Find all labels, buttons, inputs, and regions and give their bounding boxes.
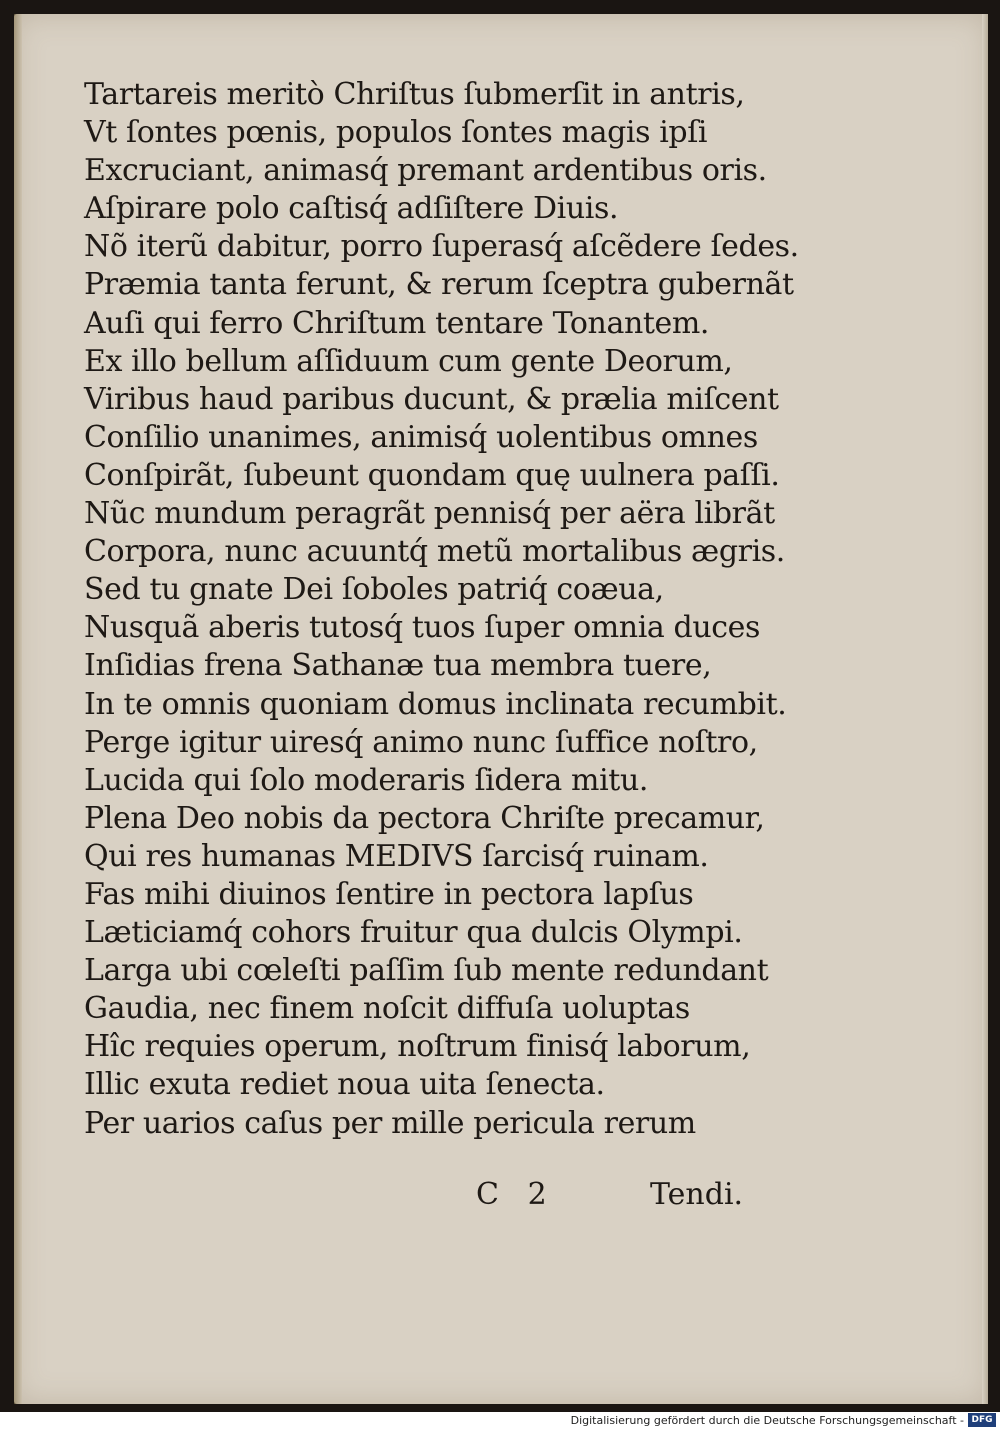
verse-line: Sed tu gnate Dei ſoboles patriq́ coæua,: [84, 572, 664, 608]
verse-line: Conſpirãt, ſubeunt quondam quę uulnera paſſi.: [84, 457, 780, 493]
verse-line: Nusquã aberis tutosq́ tuos ſuper omnia duces: [84, 610, 761, 646]
verse-line: Qui res humanas MEDIVS ſarcisq́ ruinam.: [84, 838, 709, 874]
verse-line: Nõ iterũ dabitur, porro ſuperasq́ aſcẽdere ſedes.: [84, 229, 799, 265]
verse-line: Auſi qui ferro Chriſtum tentare Tonantem.: [84, 305, 710, 341]
verse-line: Per uarios caſus per mille pericula rerum: [84, 1105, 696, 1141]
verse-line: Gaudia, nec finem noſcit diffuſa uoluptas: [84, 991, 690, 1027]
funding-note: Digitalisierung gefördert durch die Deutsche Forschungsgemeinschaft -: [570, 1414, 964, 1427]
verse-line: Præmia tanta ferunt, & rerum ſceptra gubernãt: [84, 267, 794, 303]
verse-line: Læticiamq́ cohors fruitur qua dulcis Olympi.: [84, 915, 743, 951]
verse-line: Tartareis meritò Chriſtus ſubmerſit in antris,: [84, 77, 745, 112]
verse-line: Excruciant, animasq́ premant ardentibus oris.: [84, 153, 767, 189]
verse-line: Vt ſontes pœnis, populos ſontes magis ipſi: [84, 115, 708, 151]
verse-line: Ex illo bellum aſſiduum cum gente Deorum,: [84, 343, 733, 379]
page-spine-edge: [14, 14, 22, 1404]
verse-line: In te omnis quoniam domus inclinata recumbit.: [84, 686, 787, 722]
verse-line: Corpora, nunc acuuntq́ metũ mortalibus ægris.: [84, 534, 785, 570]
verse-line: Perge igitur uiresq́ animo nunc ſuffice noſtro,: [84, 724, 758, 760]
page-right-edge: [982, 14, 988, 1404]
verse-line: Larga ubi cœleſti paſſim ſub mente redundant: [84, 953, 769, 989]
book-page: [14, 14, 988, 1404]
verse-line: Conſilio unanimes, animisq́ uolentibus omnes: [84, 419, 758, 455]
verse-line: Hîc requies operum, noſtrum finisq́ laborum,: [84, 1029, 751, 1065]
page-footer-line: [84, 1177, 784, 1217]
verse-line: Aſpirare polo caſtisq́ adſiſtere Diuis.: [84, 191, 619, 227]
verse-line: Inſidias frena Sathanæ tua membra tuere,: [84, 648, 712, 684]
verse-line: Lucida qui ſolo moderaris ſidera mitu.: [84, 762, 649, 798]
signature-mark: C 2: [476, 1177, 547, 1212]
verse-line: Plena Deo nobis da pectora Chriſte precamur,: [84, 800, 765, 836]
verse-line: Nũc mundum peragrãt pennisq́ per aëra librãt: [84, 496, 775, 532]
dfg-logo: DFG: [968, 1413, 996, 1427]
verse-text-block: [84, 76, 799, 1143]
catchword: Tendi.: [650, 1177, 744, 1212]
verse-line: Fas mihi diuinos ſentire in pectora lapſus: [84, 876, 694, 912]
verse-line: Viribus haud paribus ducunt, & prælia miſcent: [84, 381, 779, 417]
verse-line: Illic exuta rediet noua uita ſenecta.: [84, 1067, 605, 1103]
